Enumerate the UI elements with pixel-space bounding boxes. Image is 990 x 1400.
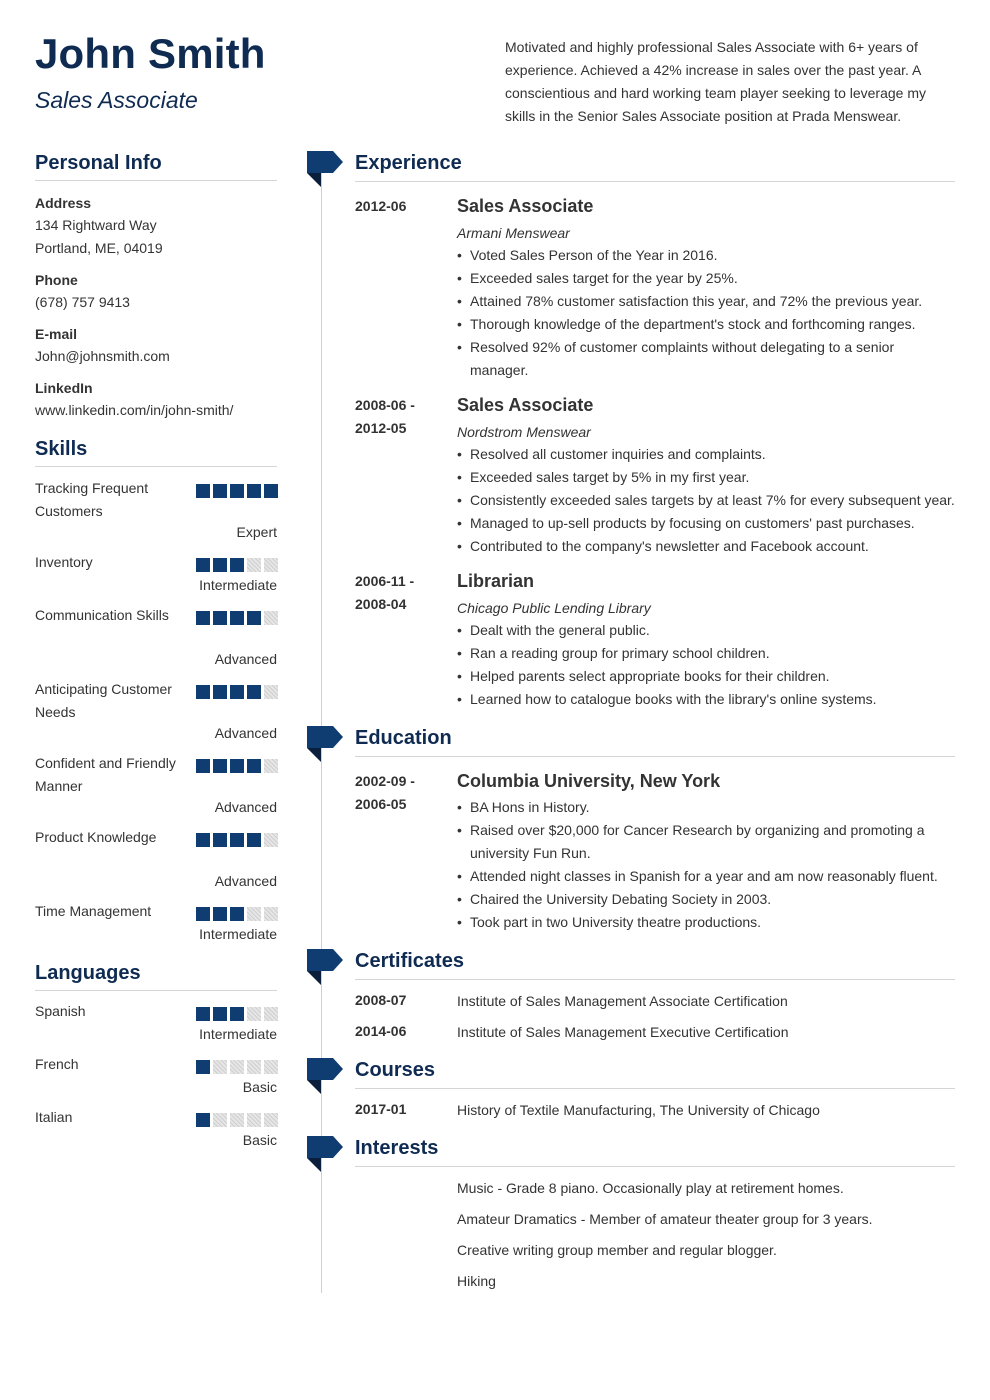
skill-rating xyxy=(196,558,278,572)
interests-heading: Interests xyxy=(355,1137,955,1167)
section-flag-icon xyxy=(307,1136,343,1172)
rating-square-filled xyxy=(264,484,278,498)
skill-level: Advanced xyxy=(214,873,277,889)
skills-heading: Skills xyxy=(35,438,277,467)
list-item: • Ran a reading group for primary school children. xyxy=(457,642,957,665)
language-name: Italian xyxy=(35,1109,73,1125)
list-item: • Managed to up-sell products by focusing on customers' past purchases. xyxy=(457,512,957,535)
list-item: • Raised over $20,000 for Cancer Research by organizing and promoting a university Fun Run. xyxy=(457,819,937,865)
rating-square-filled xyxy=(230,484,244,498)
phone-value: (678) 757 9413 xyxy=(35,294,130,310)
experience-heading: Experience xyxy=(355,152,955,182)
rating-square-filled xyxy=(247,833,261,847)
rating-square-filled xyxy=(196,558,210,572)
linkedin-value: www.linkedin.com/in/john-smith/ xyxy=(35,402,234,418)
section-flag-icon xyxy=(307,151,343,187)
resume-name: John Smith xyxy=(35,30,266,77)
rating-square-filled xyxy=(230,833,244,847)
skill-name: Tracking Frequent Customers xyxy=(35,480,149,519)
rating-square-empty xyxy=(264,833,278,847)
rating-square-empty xyxy=(230,1060,244,1074)
rating-square-filled xyxy=(230,907,244,921)
rating-square-empty xyxy=(264,558,278,572)
personal-info-heading: Personal Info xyxy=(35,152,277,181)
skill-rating xyxy=(196,833,278,847)
course-date: 2017-01 xyxy=(355,1101,407,1117)
skill-name: Confident and Friendly Manner xyxy=(35,755,176,794)
languages-heading: Languages xyxy=(35,962,277,991)
list-item: • Resolved all customer inquiries and complaints. xyxy=(457,443,957,466)
language-rating xyxy=(196,1113,278,1127)
education-bullets xyxy=(457,796,957,934)
rating-square-filled xyxy=(230,1007,244,1021)
rating-square-filled xyxy=(213,611,227,625)
resume-job-title: Sales Associate xyxy=(35,87,198,113)
skill-name: Anticipating Customer Needs xyxy=(35,681,172,720)
skill-rating xyxy=(196,484,278,498)
rating-square-empty xyxy=(264,685,278,699)
rating-square-filled xyxy=(213,685,227,699)
experience-bullets xyxy=(457,619,957,711)
interest-item: Hiking xyxy=(457,1273,496,1289)
rating-square-empty xyxy=(213,1060,227,1074)
skill-name: Communication Skills xyxy=(35,607,169,623)
rating-square-filled xyxy=(196,759,210,773)
list-item: • Learned how to catalogue books with the library's online systems. xyxy=(457,688,957,711)
experience-job-title: Sales Associate xyxy=(457,395,594,415)
list-item: • Resolved 92% of customer complaints without delegating to a senior manager. xyxy=(457,336,907,382)
education-heading: Education xyxy=(355,727,955,757)
resume-summary: Motivated and highly professional Sales Associate with 6+ years of experience. Achieved a 42% increase in sales over the past year. A conscientious and hard working team player seeking to leverage my skills in the Senior Sales Associate position at Prada Menswear. xyxy=(505,39,927,124)
rating-square-empty xyxy=(247,1060,261,1074)
rating-square-empty xyxy=(264,1007,278,1021)
certificates-heading: Certificates xyxy=(355,950,955,980)
language-rating xyxy=(196,1060,278,1074)
list-item: • Helped parents select appropriate books for their children. xyxy=(457,665,957,688)
courses-heading: Courses xyxy=(355,1059,955,1089)
rating-square-empty xyxy=(247,1113,261,1127)
list-item: • Dealt with the general public. xyxy=(457,619,957,642)
list-item: • Voted Sales Person of the Year in 2016. xyxy=(457,244,957,267)
list-item: • Contributed to the company's newsletter and Facebook account. xyxy=(457,535,957,558)
skill-name: Time Management xyxy=(35,903,152,919)
rating-square-filled xyxy=(213,907,227,921)
list-item: • Exceeded sales target by 5% in my first year. xyxy=(457,466,957,489)
email-value: John@johnsmith.com xyxy=(35,348,170,364)
email-label: E-mail xyxy=(35,326,78,342)
experience-date: 2012-06 xyxy=(355,198,407,214)
rating-square-filled xyxy=(247,611,261,625)
language-rating xyxy=(196,1007,278,1021)
rating-square-filled xyxy=(213,1007,227,1021)
rating-square-empty xyxy=(264,1060,278,1074)
rating-square-filled xyxy=(247,484,261,498)
rating-square-filled xyxy=(196,611,210,625)
skill-level: Advanced xyxy=(214,799,277,815)
experience-bullets xyxy=(457,244,957,382)
language-level: Basic xyxy=(242,1079,277,1095)
interest-item: Creative writing group member and regular blogger. xyxy=(457,1242,777,1258)
section-flag-icon xyxy=(307,949,343,985)
certificate-name: Institute of Sales Management Associate Certification xyxy=(457,993,788,1009)
list-item: • Attended night classes in Spanish for a year and am now reasonably fluent. xyxy=(457,865,957,888)
list-item: • Took part in two University theatre productions. xyxy=(457,911,957,934)
interest-item: Amateur Dramatics - Member of amateur theater group for 3 years. xyxy=(457,1211,873,1227)
skill-level: Advanced xyxy=(214,651,277,667)
rating-square-filled xyxy=(230,558,244,572)
experience-bullets xyxy=(457,443,957,558)
section-flag-icon xyxy=(307,1058,343,1094)
rating-square-filled xyxy=(213,558,227,572)
rating-square-empty xyxy=(247,907,261,921)
list-item: • Exceeded sales target for the year by 25%. xyxy=(457,267,957,290)
language-name: French xyxy=(35,1056,79,1072)
experience-date-end: 2012-05 xyxy=(355,420,407,436)
skill-name: Product Knowledge xyxy=(35,829,157,845)
education-school: Columbia University, New York xyxy=(457,771,721,791)
experience-job-title: Librarian xyxy=(457,571,535,591)
rating-square-empty xyxy=(264,611,278,625)
certificate-date: 2008-07 xyxy=(355,992,407,1008)
address-line-1: 134 Rightward Way xyxy=(35,217,157,233)
skill-level: Intermediate xyxy=(199,926,277,942)
experience-company: Chicago Public Lending Library xyxy=(457,600,651,616)
rating-square-filled xyxy=(247,685,261,699)
list-item: • Consistently exceeded sales targets by at least 7% for every subsequent year. xyxy=(457,489,957,512)
rating-square-filled xyxy=(230,759,244,773)
skill-level: Expert xyxy=(236,524,277,540)
address-label: Address xyxy=(35,195,92,211)
rating-square-filled xyxy=(196,484,210,498)
rating-square-filled xyxy=(196,685,210,699)
skill-rating xyxy=(196,611,278,625)
phone-label: Phone xyxy=(35,272,78,288)
rating-square-filled xyxy=(247,759,261,773)
experience-date-start: 2006-11 - xyxy=(355,573,415,589)
language-name: Spanish xyxy=(35,1003,86,1019)
list-item: • BA Hons in History. xyxy=(457,796,957,819)
education-date-end: 2006-05 xyxy=(355,796,407,812)
skill-level: Advanced xyxy=(214,725,277,741)
experience-company: Armani Menswear xyxy=(457,225,570,241)
experience-date-start: 2008-06 - xyxy=(355,397,415,413)
section-flag-icon xyxy=(307,726,343,762)
linkedin-label: LinkedIn xyxy=(35,380,93,396)
list-item: • Thorough knowledge of the department's stock and forthcoming ranges. xyxy=(457,313,957,336)
rating-square-filled xyxy=(230,685,244,699)
rating-square-filled xyxy=(196,833,210,847)
experience-company: Nordstrom Menswear xyxy=(457,424,591,440)
rating-square-empty xyxy=(264,1113,278,1127)
rating-square-filled xyxy=(196,907,210,921)
rating-square-filled xyxy=(213,833,227,847)
education-date-start: 2002-09 - xyxy=(355,773,415,789)
rating-square-empty xyxy=(247,1007,261,1021)
certificate-name: Institute of Sales Management Executive Certification xyxy=(457,1024,789,1040)
experience-job-title: Sales Associate xyxy=(457,196,594,216)
skill-rating xyxy=(196,759,278,773)
course-name: History of Textile Manufacturing, The University of Chicago xyxy=(457,1102,820,1118)
list-item: • Attained 78% customer satisfaction this year, and 72% the previous year. xyxy=(457,290,957,313)
interest-item: Music - Grade 8 piano. Occasionally play at retirement homes. xyxy=(457,1180,844,1196)
skill-rating xyxy=(196,685,278,699)
rating-square-filled xyxy=(213,484,227,498)
rating-square-filled xyxy=(196,1007,210,1021)
rating-square-empty xyxy=(264,759,278,773)
skill-level: Intermediate xyxy=(199,577,277,593)
experience-date-end: 2008-04 xyxy=(355,596,407,612)
rating-square-empty xyxy=(247,558,261,572)
certificate-date: 2014-06 xyxy=(355,1023,407,1039)
skill-rating xyxy=(196,907,278,921)
rating-square-filled xyxy=(196,1060,210,1074)
rating-square-filled xyxy=(196,1113,210,1127)
rating-square-filled xyxy=(213,759,227,773)
skill-name: Inventory xyxy=(35,554,93,570)
rating-square-filled xyxy=(230,611,244,625)
rating-square-empty xyxy=(230,1113,244,1127)
language-level: Basic xyxy=(242,1132,277,1148)
rating-square-empty xyxy=(264,907,278,921)
list-item: • Chaired the University Debating Society in 2003. xyxy=(457,888,957,911)
rating-square-empty xyxy=(213,1113,227,1127)
language-level: Intermediate xyxy=(199,1026,277,1042)
address-line-2: Portland, ME, 04019 xyxy=(35,240,163,256)
